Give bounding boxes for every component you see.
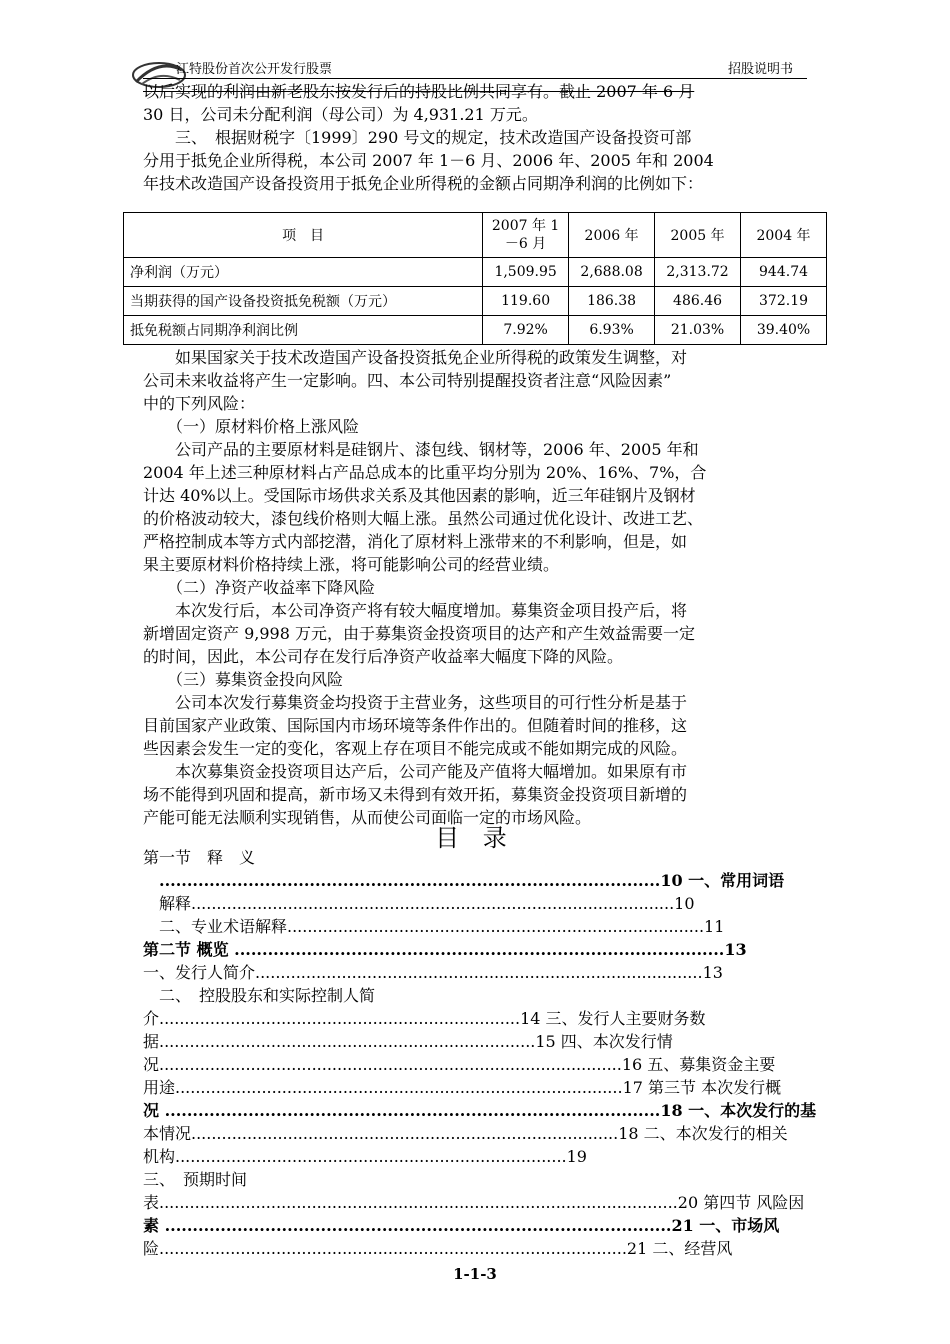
toc-line[interactable]: 况 .........................................................................................18 一、本次发行的基 — [143, 1101, 817, 1120]
body-line: 新增固定资产 9,998 万元，由于募集资金投资项目的达产和产生效益需要一定 — [143, 624, 695, 643]
body-line: 2004 年上述三种原材料占产品总成本的比重平均分别为 20%、16%、7%，合 — [143, 463, 707, 482]
intro-line: 30 日，公司未分配利润（母公司）为 4,931.21 万元。 — [143, 105, 538, 124]
table-cell: 当期获得的国产设备投资抵免税额（万元） — [124, 287, 483, 316]
table-cell: 6.93% — [569, 316, 655, 345]
table-cell: 186.38 — [569, 287, 655, 316]
table-of-contents — [143, 846, 817, 1260]
subheading: （二）净资产收益率下降风险 — [143, 578, 376, 597]
toc-line[interactable]: 险............................................................................................21 二、经营风 — [143, 1239, 733, 1258]
toc-line[interactable]: 解释...............................................................................................10 — [143, 894, 695, 913]
body-line: 如果国家关于技术改造国产设备投资抵免企业所得税的政策发生调整，对 — [143, 348, 688, 367]
intro-line: 分用于抵免企业所得税，本公司 2007 年 1－6 月、2006 年、2005 年和 2004 — [143, 151, 714, 170]
body-line: 中的下列风险： — [143, 394, 256, 413]
header-doc-type: 招股说明书 — [728, 62, 794, 77]
table-cell: 2,313.72 — [655, 258, 741, 287]
body-line: 目前国家产业政策、国际国内市场环境等条件作出的。但随着时间的推移，这 — [143, 716, 688, 735]
table-header-cell: 2004 年 — [741, 213, 827, 258]
table-header-cell: 2005 年 — [655, 213, 741, 258]
body-line: 场不能得到巩固和提高，新市场又未得到有效开拓，募集资金投资项目新增的 — [143, 785, 688, 804]
toc-line[interactable]: 素 ...........................................................................................21 一、市场风 — [143, 1216, 780, 1235]
body-line: 果主要原材料价格持续上涨，将可能影响公司的经营业绩。 — [143, 555, 560, 574]
table-cell: 119.60 — [483, 287, 569, 316]
toc-line[interactable]: 一、发行人简介........................................................................................13 — [143, 963, 723, 982]
toc-line[interactable]: 介.......................................................................14 三、发行人主要财务数 — [143, 1009, 706, 1028]
intro-text — [143, 80, 807, 195]
table-header-cell: 2007 年 1－6 月 — [483, 213, 569, 258]
toc-line[interactable]: 二、 控股股东和实际控制人简 — [143, 986, 376, 1005]
table-cell: 372.19 — [741, 287, 827, 316]
body-line: 公司未来收益将产生一定影响。四、本公司特别提醒投资者注意“风险因素” — [143, 371, 672, 390]
toc-line[interactable]: 用途........................................................................................17 第三节 本次发行概 — [143, 1078, 782, 1097]
toc-title: 目 录 — [435, 824, 515, 852]
toc-line[interactable]: ..........................................................................................10 一、常用词语 — [143, 871, 785, 890]
toc-line[interactable]: 据..........................................................................15 四、本次发行情 — [143, 1032, 673, 1051]
body-line: 计达 40%以上。受国际市场供求关系及其他因素的影响，近三年硅钢片及钢材 — [143, 486, 696, 505]
table-row — [124, 287, 827, 316]
table-cell: 944.74 — [741, 258, 827, 287]
body-line: 严格控制成本等方式内部挖潜，消化了原材料上涨带来的不利影响，但是，如 — [143, 532, 688, 551]
toc-line[interactable]: 三、 预期时间 — [143, 1170, 248, 1189]
page-number: 1-1-3 — [453, 1265, 497, 1283]
toc-line[interactable]: 二、专业术语解释..................................................................................11 — [143, 917, 725, 936]
table-cell: 2,688.08 — [569, 258, 655, 287]
body-line: 公司本次发行募集资金均投资于主营业务，这些项目的可行性分析是基于 — [143, 693, 688, 712]
toc-line[interactable]: 表......................................................................................................20 第四节 风险因 — [143, 1193, 805, 1212]
subheading: （三）募集资金投向风险 — [143, 670, 344, 689]
table-row — [124, 316, 827, 345]
table-cell: 21.03% — [655, 316, 741, 345]
table-cell: 486.46 — [655, 287, 741, 316]
table-header-row — [124, 213, 827, 258]
table-row — [124, 258, 827, 287]
table-cell: 净利润（万元） — [124, 258, 483, 287]
toc-line[interactable]: 机构.............................................................................19 — [143, 1147, 587, 1166]
toc-line[interactable]: 本情况....................................................................................18 二、本次发行的相关 — [143, 1124, 788, 1143]
tax-credit-table — [123, 212, 827, 345]
risk-section — [143, 346, 807, 829]
table-cell: 1,509.95 — [483, 258, 569, 287]
intro-line: 以后实现的利润由新老股东按发行后的持股比例共同享有。截止 2007 年 6 月 — [143, 82, 695, 101]
table-cell: 39.40% — [741, 316, 827, 345]
toc-line[interactable]: 第一节 释 义 — [143, 848, 256, 867]
body-line: 本次募集资金投资项目达产后，公司产能及产值将大幅增加。如果原有市 — [143, 762, 688, 781]
table-header-cell: 2006 年 — [569, 213, 655, 258]
body-line: 公司产品的主要原材料是硅钢片、漆包线、钢材等，2006 年、2005 年和 — [143, 440, 699, 459]
intro-line: 年技术改造国产设备投资用于抵免企业所得税的金额占同期净利润的比例如下： — [143, 174, 704, 193]
table-cell: 7.92% — [483, 316, 569, 345]
header-title: 江特股份首次公开发行股票 — [176, 62, 333, 77]
toc-line[interactable]: 况...........................................................................................16 五、募集资金主要 — [143, 1055, 776, 1074]
body-line: 些因素会发生一定的变化，客观上存在项目不能完成或不能如期完成的风险。 — [143, 739, 688, 758]
body-line: 的时间，因此，本公司存在发行后净资产收益率大幅度下降的风险。 — [143, 647, 624, 666]
intro-line: 三、 根据财税字〔1999〕290 号文的规定，技术改造国产设备投资可部 — [175, 128, 692, 147]
table-cell: 抵免税额占同期净利润比例 — [124, 316, 483, 345]
body-line: 的价格波动较大，漆包线价格则大幅上涨。虽然公司通过优化设计、改进工艺、 — [143, 509, 704, 528]
body-line: 产能可能无法顺利实现销售，从而使公司面临一定的市场风险。 — [143, 808, 592, 827]
table-header-cell: 项 目 — [124, 213, 483, 258]
header-divider — [143, 78, 807, 79]
body-line: 本次发行后，本公司净资产将有较大幅度增加。募集资金项目投产后，将 — [143, 601, 688, 620]
toc-line[interactable]: 第二节 概览 ........................................................................................13 — [143, 940, 747, 959]
subheading: （一）原材料价格上涨风险 — [143, 417, 360, 436]
